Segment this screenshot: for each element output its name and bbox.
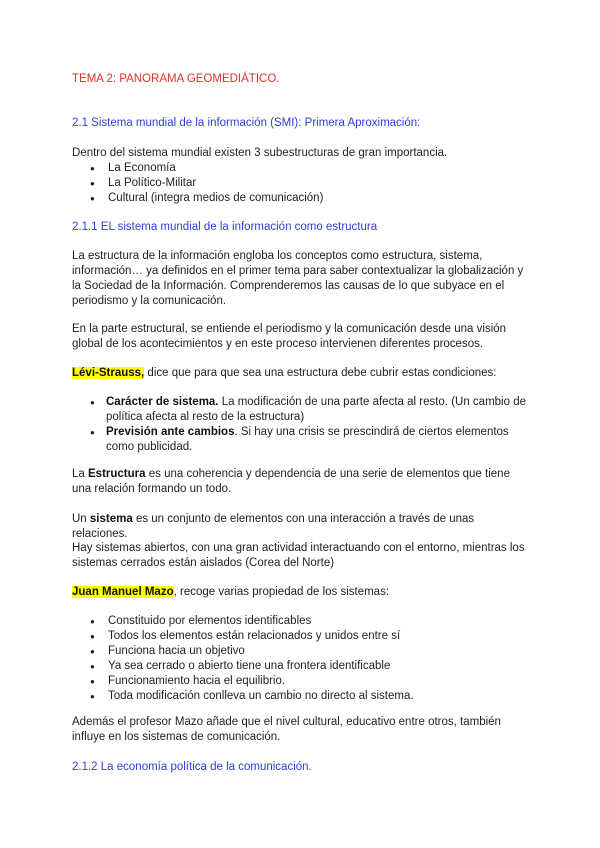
- paragraph-estructura: La Estructura es una coherencia y dependencia de una serie de elementos que tiene una relación formando un todo.: [72, 468, 510, 495]
- list-item: ● Carácter de sistema. La modificación de una parte afecta al resto. (Un cambio de política afecta al resto de la estructura): [72, 395, 532, 425]
- subestructuras-list: [72, 161, 532, 206]
- list-item: ● Ya sea cerrado o abierto tiene una frontera identificable: [72, 659, 532, 674]
- heading-2-1-2: 2.1.2 La economía política de la comunicación.: [72, 761, 312, 773]
- highlight-juan-manuel-mazo: Juan Manuel Mazo: [72, 586, 174, 598]
- list-item: ● La Político-Militar: [72, 176, 532, 191]
- list-item: ● Funcionamiento hacia el equilibrio.: [72, 674, 532, 689]
- intro-paragraph: Dentro del sistema mundial existen 3 subestructuras de gran importancia.: [72, 147, 448, 159]
- document-title: TEMA 2: PANORAMA GEOMEDIÁTICO.: [72, 73, 280, 85]
- propiedades-list: [72, 614, 532, 704]
- paragraph-sistema: Un sistema es un conjunto de elementos con una interacción a través de unas relaciones.: [72, 513, 475, 540]
- paragraph-estructura-informacion: La estructura de la información engloba los conceptos como estructura, sistema, información… ya definidos en el primer tema para saber contextualizar la globalización y la Sociedad de la Información. Comprenderemos las causas de lo que subyace en el periodismo y la comunicación.: [72, 250, 524, 307]
- paragraph-levi-strauss: Lévi-Strauss, dice que para que sea una estructura debe cubrir estas condiciones:: [72, 367, 497, 379]
- list-item: ● Funciona hacia un objetivo: [72, 644, 532, 659]
- list-item: ● Todos los elementos están relacionados y unidos entre sí: [72, 629, 532, 644]
- list-item: ● La Economía: [72, 161, 532, 176]
- paragraph-parte-estructural: En la parte estructural, se entiende el periodismo y la comunicación desde una visión global de los acontecimientos y en este proceso intervienen diferentes procesos.: [72, 323, 507, 350]
- paragraph-juan-manuel-mazo: Juan Manuel Mazo, recoge varias propiedad de los sistemas:: [72, 586, 390, 598]
- condiciones-list: [72, 395, 532, 455]
- heading-2-1: 2.1 Sistema mundial de la información (SMI): Primera Aproximación:: [72, 117, 421, 129]
- highlight-levi-strauss: Lévi-Strauss,: [72, 367, 145, 379]
- list-item: ● Toda modificación conlleva un cambio no directo al sistema.: [72, 689, 532, 704]
- list-item: ● Previsión ante cambios. Si hay una crisis se prescindirá de ciertos elementos como publicidad.: [72, 425, 532, 455]
- heading-2-1-1: 2.1.1 EL sistema mundial de la información como estructura: [72, 221, 378, 233]
- list-item: ● Constituido por elementos identificables: [72, 614, 532, 629]
- paragraph-sistemas-abiertos: Hay sistemas abiertos, con una gran actividad interactuando con el entorno, mientras los sistemas cerrados están aislados (Corea del Norte): [72, 542, 525, 569]
- list-item: ● Cultural (integra medios de comunicación): [72, 191, 532, 206]
- paragraph-profesor-mazo: Además el profesor Mazo añade que el nivel cultural, educativo entre otros, también influye en los sistemas de comunicación.: [72, 716, 501, 743]
